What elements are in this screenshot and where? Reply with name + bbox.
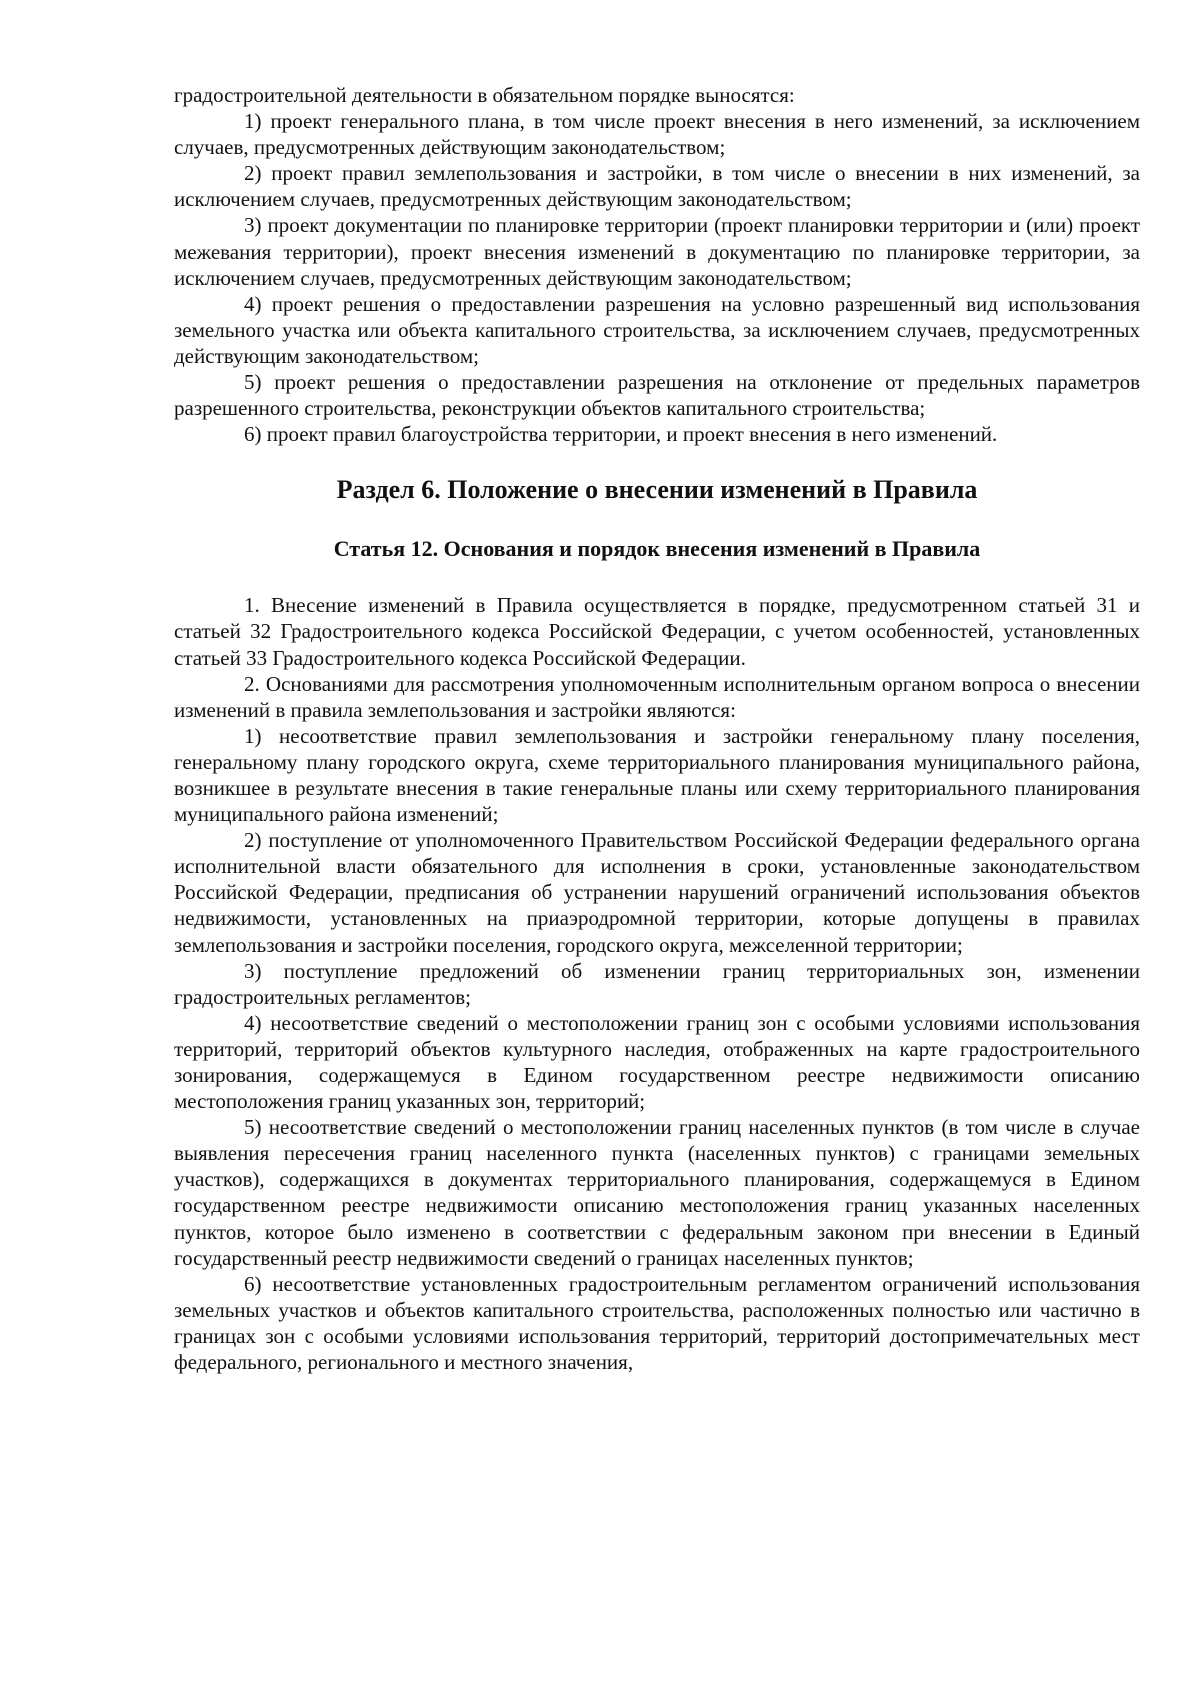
section-title: Раздел 6. Положение о внесении изменений в Правила — [336, 475, 978, 505]
document-page — [174, 82, 1140, 1375]
list-item-planning-documentation: 3) проект документации по планировке территории (проект планировки территории и (или) проект межевания территории), проект внесения изменений в документацию по планировке территории, за исключением случаев, предусмотренных действующим законодательством; — [174, 213, 1140, 290]
article-paragraph-2: 2. Основаниями для рассмотрения уполномоченным исполнительным органом вопроса о внесении изменений в правила землепользования и застройки являются: — [174, 671, 1140, 722]
list-item-conditional-use-permit: 4) проект решения о предоставлении разрешения на условно разрешенный вид использования земельного участка или объекта капитального строительства, за исключением случаев, предусмотренных действующим законодательством; — [174, 291, 1140, 368]
basis-item-4: 4) несоответствие сведений о местоположении границ зон с особыми условиями использования территорий, территорий объектов культурного наследия, отображенных на карте градостроительного зонирования, содержащемуся в Едином государственном реестре недвижимости описанию местоположения границ указанных зон, территорий; — [174, 1010, 1140, 1114]
list-item-general-plan: 1) проект генерального плана, в том числе проект внесения в него изменений, за исключением случаев, предусмотренных действующим законодательством; — [174, 109, 1140, 160]
article-paragraph-1: 1. Внесение изменений в Правила осуществляется в порядке, предусмотренном статьей 31 и статьей 32 Градостроительного кодекса Российской Федерации, с учетом особенностей, установленных статьей 33 Градостроительного кодекса Российской Федерации. — [174, 593, 1140, 670]
article-title: Статья 12. Основания и порядок внесения изменений в Правила — [333, 536, 981, 562]
list-item-land-use-rules: 2) проект правил землепользования и застройки, в том числе о внесении в них изменений, за исключением случаев, предусмотренных действующим законодательством; — [174, 161, 1140, 212]
basis-item-2: 2) поступление от уполномоченного Правительством Российской Федерации федерального органа исполнительной власти обязательного для исполнения в сроки, установленные законодательством Российской Федерации, предписания об устранении нарушений ограничений использования объектов недвижимости, установленных на приаэродромной территории, которые допущены в правилах землепользования и застройки поселения, городского округа, межселенной территории; — [174, 828, 1140, 957]
basis-item-6: 6) несоответствие установленных градостроительным регламентом ограничений использования земельных участков и объектов капитального строительства, расположенных полностью или частично в границах зон с особыми условиями использования территорий, территорий достопримечательных мест федерального, регионального и местного значения, — [174, 1271, 1140, 1375]
basis-item-3: 3) поступление предложений об изменении границ территориальных зон, изменении градостроительных регламентов; — [174, 958, 1140, 1009]
list-item-deviation-permit: 5) проект решения о предоставлении разрешения на отклонение от предельных параметров разрешенного строительства, реконструкции объектов капитального строительства; — [174, 370, 1140, 421]
basis-item-5: 5) несоответствие сведений о местоположении границ населенных пунктов (в том числе в случае выявления пересечения границ населенного пункта (населенных пунктов) с границами земельных участков), содержащихся в документах территориального планирования, содержащемуся в Едином государственном реестре недвижимости описанию местоположения границ указанных населенных пунктов, которое было изменено в соответствии с федеральным законом при внесении в Единый государственный реестр недвижимости сведений о границах населенных пунктов; — [174, 1115, 1140, 1270]
basis-item-1: 1) несоответствие правил землепользования и застройки генеральному плану поселения, генеральному плану городского округа, схеме территориального планирования муниципального района, возникшее в результате внесения в такие генеральные планы или схему территориального планирования муниципального района изменений; — [174, 723, 1140, 827]
paragraph-continuation: градостроительной деятельности в обязательном порядке выносятся: — [174, 83, 795, 107]
list-item-improvement-rules: 6) проект правил благоустройства территории, и проект внесения в него изменений. — [244, 422, 998, 447]
